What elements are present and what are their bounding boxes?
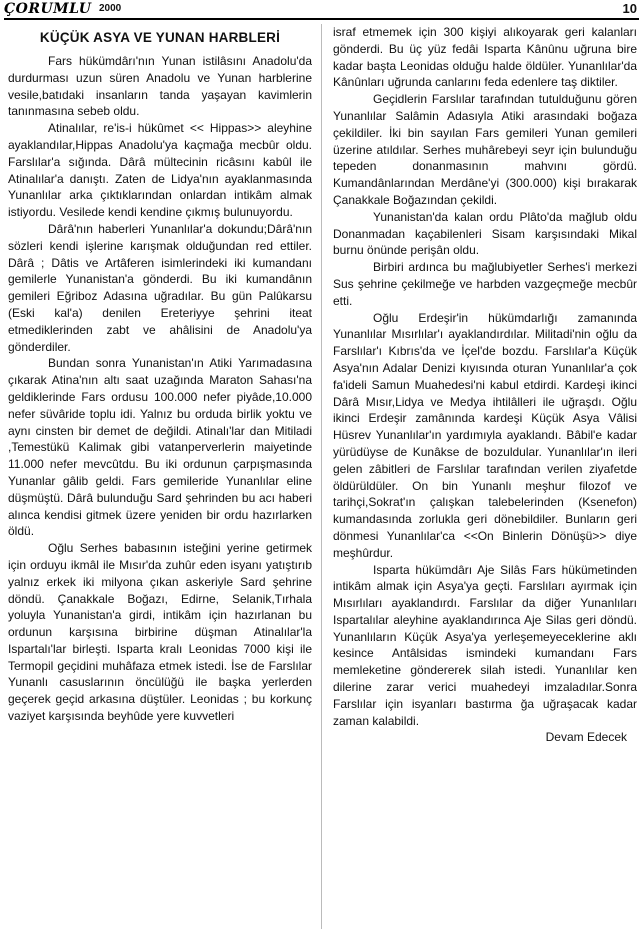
column-divider <box>321 24 322 929</box>
page-number: 10 <box>622 1 637 16</box>
article-title: KÜÇÜK ASYA VE YUNAN HARBLERİ <box>39 30 281 45</box>
paragraph: Birbiri ardınca bu mağlubiyetler Serhes'i merkezi Sus şehrine çekilmeğe ve harbden vazgeçmeğe mecbûr etti. <box>333 260 637 308</box>
paragraph: Yunanistan'da kalan ordu Plâto'da mağlub oldu Donanmadan kaçabilenleri Sisam karşısındaki Mikal burnu önünde perişân oldu. <box>333 209 637 258</box>
header-rule <box>4 18 639 20</box>
issue-year: 2000 <box>99 3 122 14</box>
continued-note: Devam Edecek <box>545 730 627 745</box>
paragraph: Bundan sonra Yunanistan'ın Atiki Yarımadasına çıkarak Atina'nın altı saat uzağında Maraton Sahası'na geldiklerinde Fars ordusu 100.000 nefer piyâde,10.000 nefer süvâride toplu idi. Yalnız bu orduda birlik yoktu ve aynı cinsten bir demet de değildi. Atinalı'lar dan Mitiladi ,Temestükü Kalimak gibi vatanperverlerin maiyetinde 11.000 nefer mevcûtdu. Bu iki ordunun çarpışmasında Yunanlar gâlib geldi. Fars gemileride Yunanlılar eline düşmüştü. Dârâ bulunduğu Sard şehrinden bu acı haberi alınca kendisi gitmek üzere yeniden bir ordu hazırlarken öldü. <box>8 356 312 539</box>
left-column <box>8 24 312 929</box>
paragraph-continuation: israf etmemek için 300 kişiyi alıkoyarak geri kalanları gönderdi. Bu üç yüz fedâi Isparta Kânûnu uğruna bire kadar başta Leonidas olduğu halde öldüler. Yunanlılar'da Kânûnları uğrunda canlarını feda edenlere taş diktiler. <box>333 25 637 90</box>
paragraph: Isparta hükümdârı Aje Silâs Fars hükümetinden intikâm almak için Asya'ya geçti. Farslıları ayırmak için Mısırlıları ayaklandırdı. Farslılar da diğer Yunanlıları Ispartalılar aleyhine ayaklandırınca Aje Silas geri döndü. Yunanlıların Küçük Asya'ya yerleşemeyeceklerine aklı kesince Antâlsidas ismindeki kumandanı Fars memleketine göndererek silah istedi. Yunanlılar ken dilerine zarar verici muahedeyi imzaladılar.Sonra Farslılar için isyanları bastırma ğa uğraşacak kadar zaman kalabildi. <box>333 562 637 728</box>
paragraph: Oğlu Serhes babasının isteğini yerine getirmek için orduyu ikmâl ile Mısır'da zuhûr eden isyanı yatıştırıb yalnız erkek iki milyona çıkan askeriyle Sard şehrine döndü. Çanakkale Boğazı, Edirne, Selanik,Tırhala yoluyla Yunanistan'a girdi, intikâm için hazırlanan bu ordunun karşısına birbirine düşman Atinalılar'la Ispartalı'lar birleşti. Isparta kralı Leonidas 7000 kişi ile Termopil geçidini muhâfaza etmek istedi. İse de Farslılar Yunanlı casuslarının öncülüğü ile başka yerlerden geçerek geçid arkasına düştüler. Leonidas ; bu korkunç vaziyet karşısında beyhûde yere kuvvetleri <box>8 541 312 724</box>
masthead: ÇORUMLU <box>4 1 92 17</box>
page-header <box>0 0 643 19</box>
paragraph: Dârâ'nın haberleri Yunanlılar'a dokundu;Dârâ'nın sözleri kendi işlerine karışmak olduğundan red ettiler. Dârâ ; Dâtis ve Artâferen isimlerindeki iki kumandanı gemilerle Yunanistan'a gönderdi. Bu iki kumandânın gemileri Eğriboz Adasına uğradılar. Bu gün Palûkarsu (Eski kal'a) denilen Ereteriyye şehrini iteat etmediklerinden zabt ve ahâlisini de Anadolu'ya gönderdiler. <box>8 221 312 354</box>
paragraph: Atinalılar, re'is-i hükûmet << Hippas>> aleyhine ayaklandılar,Hippas Anadolu'ya kaçmağa mecbûr oldu. Farslılar'a sığında. Dârâ mültecinin ricâsını kabûl ile Atinalılar'a danıştı. Zaten de Lidya'nın ayaklanmasında Yunanlılar arka çıktıklarından onlardan intikâm almak istiyordu. Vesilede kendi kendine çıkmış bulunuyordu. <box>8 121 312 220</box>
paragraph: Geçidlerin Farslılar tarafından tutulduğunu gören Yunanlılar Salâmin Adasıyla Atiki arasındaki boğaza çekildiler. İki bin sayılan Fars gemileri Yunan gemileri üzerine atıldılar. Serhes muhârebeyi seyr için bulunduğu tepeden donanmasının mahvını gördü. Kumandânlarından Merdâne'yi (300.000) kişi bırakarak Çanakkale Boğazından çekildi. <box>333 92 637 207</box>
paragraph: Fars hükümdârı'nın Yunan istilâsını Anadolu'da durdurması uzun süren Anadolu ve Yunan harblerine vesile,batıdaki insanların tanda yaşayan kavimlerin tanınmasına sebeb oldu. <box>8 54 312 119</box>
paragraph: Oğlu Erdeşir'in hükümdarlığı zamanında Yunanlılar Mısırlılar'ı ayaklandırdılar. Militadi'nin oğlu da Farslılar'ı Kıbrıs'da ve İçel'de bozdu. Farslılar'a Küçük Asya'nın Adalar Denizi kıyısında oturan Yunanlılar'a çok fa'ideli Samun Muahedesi'ni kabul etdirdi. Kardeşi ikinci Dârâ Mısır,Lidya ve Medya ihtilâlleri ile uğraşdı. Oğlu ikinci Erdeşir zamânında kardeşi Küçük Asya Vâlisi Hüsrev Yunanlılar'ın yardımıyla ayaklandı. Bâbil'e kadar yürüdüyse de Kunâkse de bozuldular. Yunanlılar'ın ileri gelen zâbitleri de Farslılar tarafından verilen ziyafetde öldürüldüler. On bin Yunanlı meşhur filozof ve tarihçi,Sokrat'ın çalışkan talebelerinden (Ksenefon) kumandasında zorlukla geri dönebildiler. Bunların geri dönmesi Yunanlılar'ca <<On Binlerin Dönüşü>> diye meşhûrdur. <box>333 310 637 560</box>
right-column <box>333 24 637 929</box>
